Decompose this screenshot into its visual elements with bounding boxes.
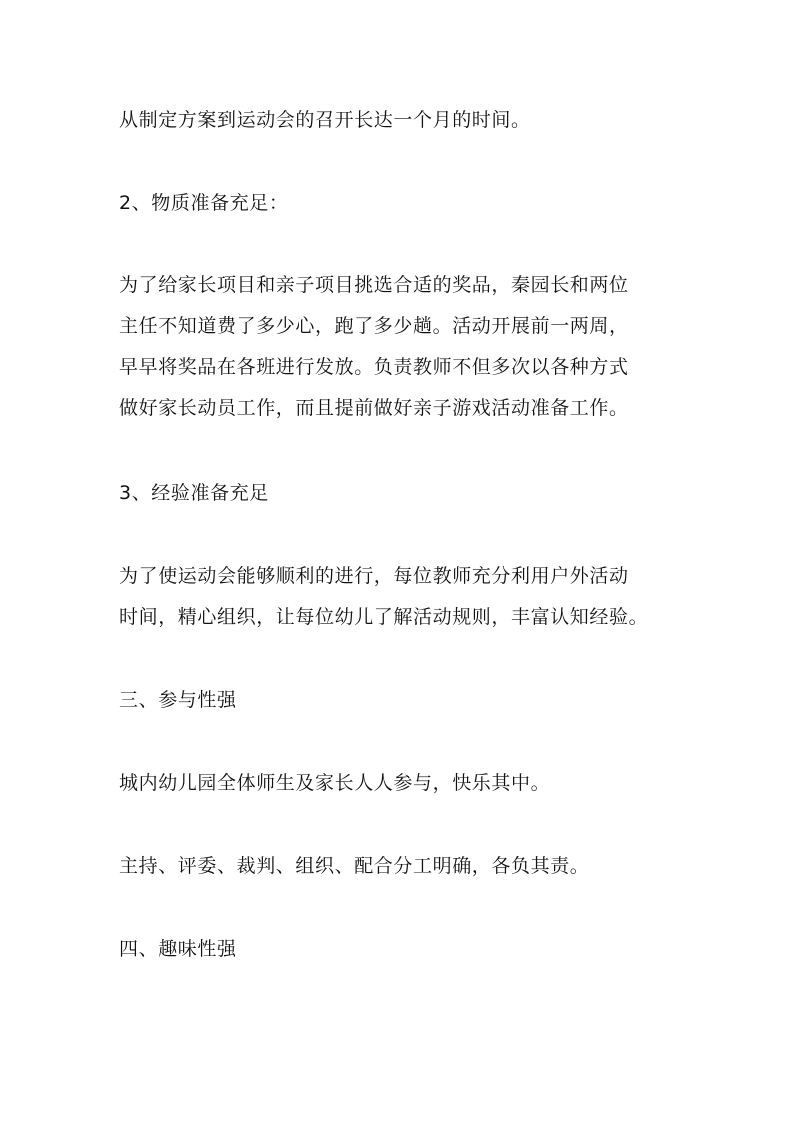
participation-paragraph-1: 城内幼儿园全体师生及家长人人参与，快乐其中。 xyxy=(119,772,551,794)
heading-fun: 四、趣味性强 xyxy=(119,938,237,960)
heading-experience-prep: 3、经验准备充足 xyxy=(119,482,269,504)
material-line-4: 做好家长动员工作，而且提前做好亲子游戏活动准备工作。 xyxy=(119,397,629,419)
heading-material-prep: 2、物质准备充足： xyxy=(119,192,289,214)
participation-paragraph-2: 主持、评委、裁判、组织、配合分工明确，各负其责。 xyxy=(119,855,590,877)
experience-line-2: 时间，精心组织，让每位幼儿了解活动规则，丰富认知经验。 xyxy=(119,606,649,628)
material-line-1: 为了给家长项目和亲子项目挑选合适的奖品，秦园长和两位 xyxy=(119,274,629,296)
intro-text: 从制定方案到运动会的召开长达一个月的时间。 xyxy=(119,109,531,131)
heading-participation: 三、参与性强 xyxy=(119,689,237,711)
material-line-3: 早早将奖品在各班进行发放。负责教师不但多次以各种方式 xyxy=(119,356,629,378)
material-line-2: 主任不知道费了多少心，跑了多少趟。活动开展前一两周， xyxy=(119,315,629,337)
experience-line-1: 为了使运动会能够顺利的进行，每位教师充分利用户外活动 xyxy=(119,565,629,587)
